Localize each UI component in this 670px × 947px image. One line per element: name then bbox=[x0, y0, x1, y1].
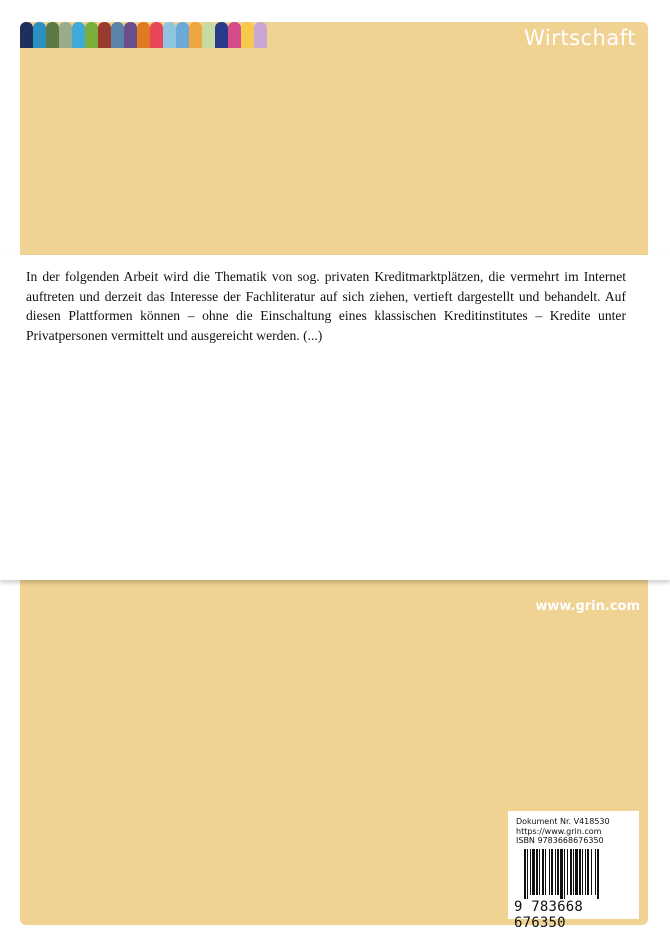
category-label: Wirtschaft bbox=[524, 26, 636, 50]
color-tab bbox=[176, 22, 189, 48]
color-tab bbox=[189, 22, 202, 48]
color-tab bbox=[59, 22, 72, 48]
color-tab bbox=[46, 22, 59, 48]
document-number: Dokument Nr. V418530 bbox=[516, 817, 610, 826]
barcode-digits: 9 783668 676350 bbox=[514, 899, 584, 931]
color-tab bbox=[85, 22, 98, 48]
color-tabs-strip bbox=[20, 22, 267, 48]
cover-top-panel bbox=[20, 22, 648, 255]
color-tab bbox=[254, 22, 267, 48]
color-tab bbox=[202, 22, 215, 48]
barcode-box bbox=[508, 811, 639, 931]
color-tab bbox=[98, 22, 111, 48]
color-tab bbox=[163, 22, 176, 48]
color-tab bbox=[137, 22, 150, 48]
color-tab bbox=[111, 22, 124, 48]
color-tab bbox=[228, 22, 241, 48]
color-tab bbox=[215, 22, 228, 48]
blurb-text: In der folgenden Arbeit wird die Thematik von sog. privaten Kreditmarktplätzen, die vermehrt im Internet auftreten und derzeit das Interesse der Fachliteratur auf sich ziehen, vertieft dargestellt und behandelt. Auf diesen Plattformen können – ohne die Einschaltung eines klassischen Kreditinstitutes – Kredite unter Privatpersonen vermittelt und ausgereicht werden. (...) bbox=[26, 269, 626, 343]
barcode-meta bbox=[516, 817, 610, 846]
color-tab bbox=[150, 22, 163, 48]
color-tab bbox=[124, 22, 137, 48]
publisher-website: https://www.grin.com bbox=[516, 826, 602, 836]
color-tab bbox=[20, 22, 33, 48]
color-tab bbox=[72, 22, 85, 48]
publisher-url[interactable]: www.grin.com bbox=[535, 599, 640, 614]
blurb-card bbox=[0, 255, 670, 580]
color-tab bbox=[33, 22, 46, 48]
color-tab bbox=[241, 22, 254, 48]
barcode-icon bbox=[524, 849, 624, 899]
isbn-label: ISBN 9783668676350 bbox=[516, 836, 604, 845]
